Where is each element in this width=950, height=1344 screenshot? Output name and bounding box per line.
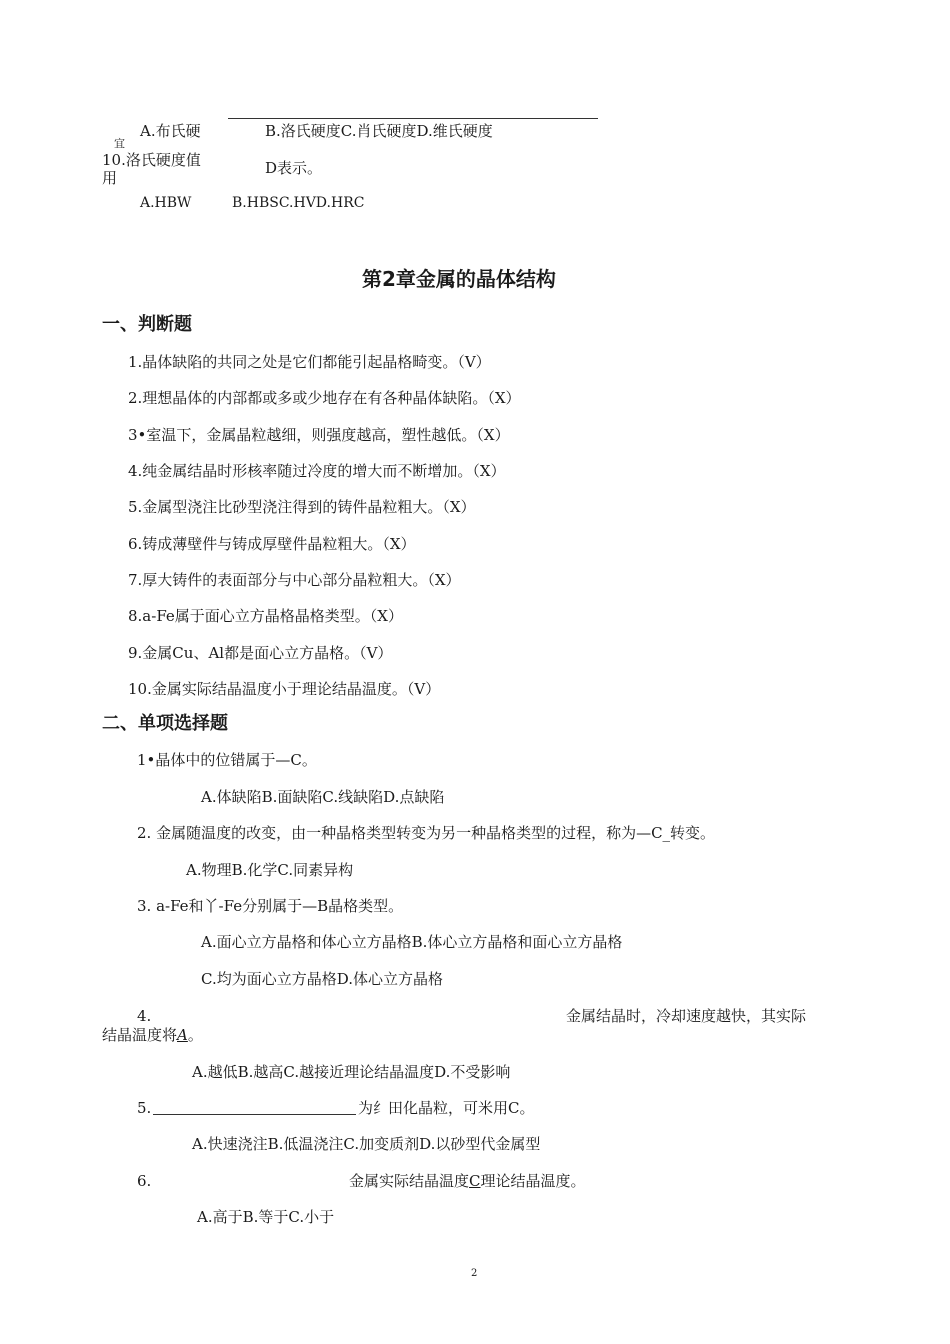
question-1: 1•晶体中的位错属于—C。 <box>137 751 317 769</box>
list-item: 2.理想晶体的内部都或多或少地存在有各种晶体缺陷。（X） <box>128 389 521 407</box>
list-item: 6.铸成薄壁件与铸成厚壁件晶粒粗大。（X） <box>128 535 416 553</box>
section-heading-true-false: 一、判断题 <box>102 314 192 335</box>
chapter-title: 第2章金属的晶体结构 <box>362 267 556 291</box>
q10-label: 10.洛氏硬度值 <box>102 151 201 169</box>
q10-label-cont: 用 <box>102 169 118 187</box>
page-number: 2 <box>471 1268 478 1279</box>
question-3: 3. a-Fe和丫-Fe分别属于—B晶格类型。 <box>137 897 404 915</box>
question-6-number: 6. <box>137 1172 152 1190</box>
question-6-text <box>349 1171 586 1191</box>
q9-option-a: A.布氏硬 <box>140 122 201 140</box>
question-5-options: A.快速浇注B.低温浇注C.加变质剂D.以砂型代金属型 <box>192 1135 541 1153</box>
question-6-answer: C <box>469 1172 481 1190</box>
q9-options: B.洛氏硬度C.肖氏硬度D.维氏硬度 <box>265 122 493 140</box>
question-5-text: 为纟田化晶粒，可米用C。 <box>358 1099 535 1117</box>
list-item: 7.厚大铸件的表面部分与中心部分晶粒粗大。（X） <box>128 571 461 589</box>
question-4-number: 4. <box>137 1007 152 1025</box>
section-heading-single-choice: 二、单项选择题 <box>102 713 228 734</box>
question-1-options: A.体缺陷B.面缺陷C.线缺陷D.点缺陷 <box>201 788 445 806</box>
question-4-text: 金属结晶时，冷却速度越快，其实际 <box>566 1007 807 1025</box>
question-3-options-line1: A.面心立方晶格和体心立方晶格B.体心立方晶格和面心立方晶格 <box>201 933 623 951</box>
top-underline <box>228 118 598 119</box>
list-item: 10.金属实际结晶温度小于理论结晶温度。（V） <box>128 680 441 698</box>
list-item: 3•室温下，金属晶粒越细，则强度越高，塑性越低。（X） <box>128 426 510 444</box>
q10-option-a: A.HBW <box>140 195 192 211</box>
question-5-blank <box>153 1114 356 1115</box>
question-2-options: A.物理B.化学C.同素异构 <box>186 861 354 879</box>
question-4-answer: A <box>177 1026 188 1044</box>
question-4-options: A.越低B.越高C.越接近理论结晶温度D.不受影响 <box>192 1063 511 1081</box>
list-item: 1.晶体缺陷的共同之处是它们都能引起晶格畸变。（V） <box>128 353 491 371</box>
list-item: 8.a-Fe属于面心立方晶格晶格类型。（X） <box>128 607 403 625</box>
list-item: 9.金属Cu、Al都是面心立方晶格。（V） <box>128 644 393 662</box>
question-6-before: 金属实际结晶温度 <box>349 1172 470 1190</box>
list-item: 4.纯金属结晶时形核率随过冷度的增大而不断增加。（X） <box>128 462 506 480</box>
question-3-options-line2: C.均为面心立方晶格D.体心立方晶格 <box>201 970 443 988</box>
question-5-number: 5. <box>137 1099 152 1117</box>
question-6-after: 理论结晶温度。 <box>480 1172 586 1190</box>
q10-answer: D表示。 <box>265 159 323 177</box>
list-item: 5.金属型浇注比砂型浇注得到的铸件晶粒粗大。（X） <box>128 498 476 516</box>
q10-options: B.HBSC.HVD.HRC <box>232 195 365 211</box>
question-4-cont-text: 结晶温度将 <box>102 1026 178 1044</box>
question-6-options: A.高于B.等于C.小于 <box>197 1208 335 1226</box>
q9-overflow: 宜 <box>114 137 125 150</box>
question-4-continuation <box>102 1025 203 1045</box>
question-2: 2. 金属随温度的改变，由一种晶格类型转变为另一种晶格类型的过程，称为—C_转变。 <box>137 824 716 842</box>
question-4-end: 。 <box>187 1026 203 1044</box>
